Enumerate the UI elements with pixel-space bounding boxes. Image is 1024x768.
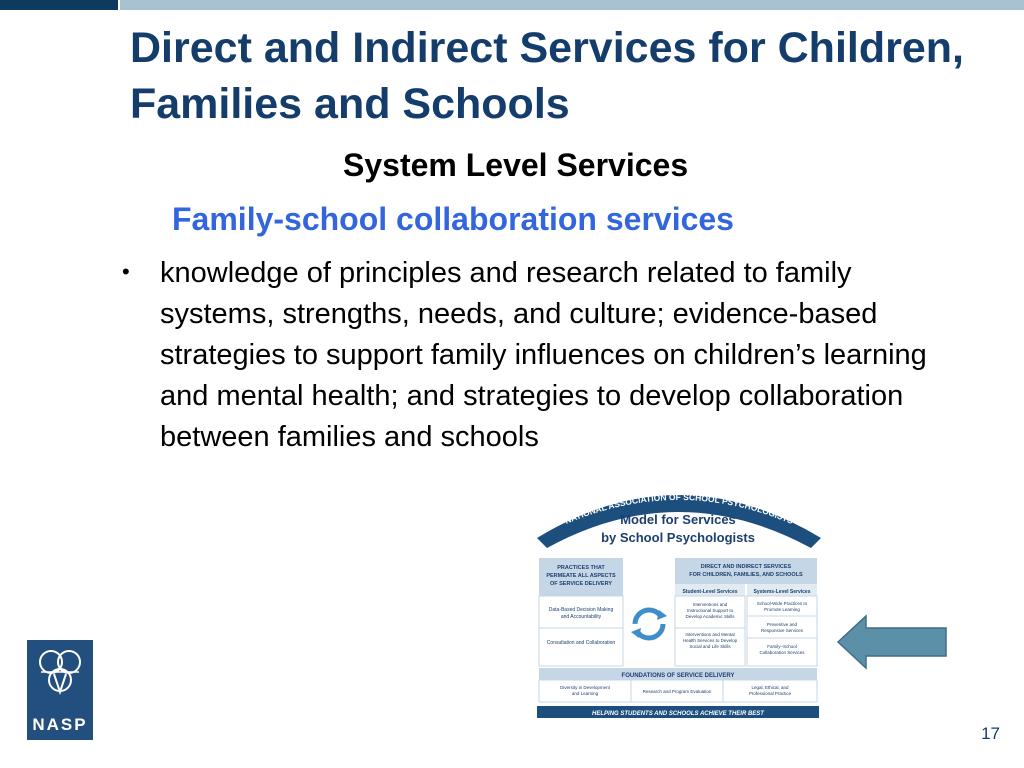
practices-header: PRACTICES THAT PERMEATE ALL ASPECTS OF SERVICE DELIVERY (546, 565, 616, 587)
systems-item-2: Preventive and Responsive Services (760, 622, 804, 633)
bullet-item (118, 253, 938, 458)
foundation-item-3: Legal, Ethical, and Professional Practice (748, 685, 792, 696)
model-title-line1: Model for Services (620, 512, 736, 527)
slide-title: Direct and Indirect Services for Children, Families and Schools (130, 24, 964, 128)
section-heading: Family-school collaboration services (172, 201, 734, 237)
bullet-icon: • (122, 259, 130, 284)
page-number: 17 (981, 724, 1000, 743)
model-arc-text: NATIONAL ASSOCIATION OF SCHOOL PSYCHOLOGISTS (563, 491, 795, 526)
bullet-text: knowledge of principles and research related to family systems, strengths, needs, and culture; evidence-based strategies to support family influences on children’s learning and mental health; and strategies to develop collaboration between families and schools (160, 257, 927, 453)
foundations-header: FOUNDATIONS OF SERVICE DELIVERY (621, 673, 735, 679)
model-title-line2: by School Psychologists (601, 530, 755, 545)
nasp-logo (27, 640, 93, 740)
practice-item-2: Consultation and Collaboration (546, 640, 616, 646)
left-arrow-icon (836, 614, 948, 670)
systems-item-1: School-Wide Practices to Promote Learning (756, 601, 808, 612)
logo-text: NASP (32, 715, 88, 734)
practice-item-1: Data-Based Decision Making and Accountability (548, 607, 614, 620)
nasp-model-image (533, 476, 823, 720)
foundation-item-2: Research and Program Evaluation (642, 689, 712, 694)
student-header: Student-Level Services (682, 589, 738, 595)
foundation-item-1: Diversity in Development and Learning (560, 685, 610, 696)
top-bar-light (120, 0, 1024, 10)
model-footer: HELPING STUDENTS AND SCHOOLS ACHIEVE THEIR BEST (592, 711, 764, 717)
systems-item-3: Family–School Collaboration Services (759, 644, 805, 655)
top-bar-dark (0, 0, 118, 10)
refresh-icon (631, 610, 667, 638)
direct-header: DIRECT AND INDIRECT SERVICES FOR CHILDREN, FAMILIES, AND SCHOOLS (689, 564, 803, 578)
systems-header: Systems-Level Services (753, 589, 811, 595)
slide-subtitle: System Level Services (343, 147, 689, 183)
student-item-2: Interventions and Mental Health Services to Develop Social and Life Skills (682, 632, 738, 649)
student-item-1: Interventions and Instructional Support to Develop Academic Skills (685, 602, 735, 619)
